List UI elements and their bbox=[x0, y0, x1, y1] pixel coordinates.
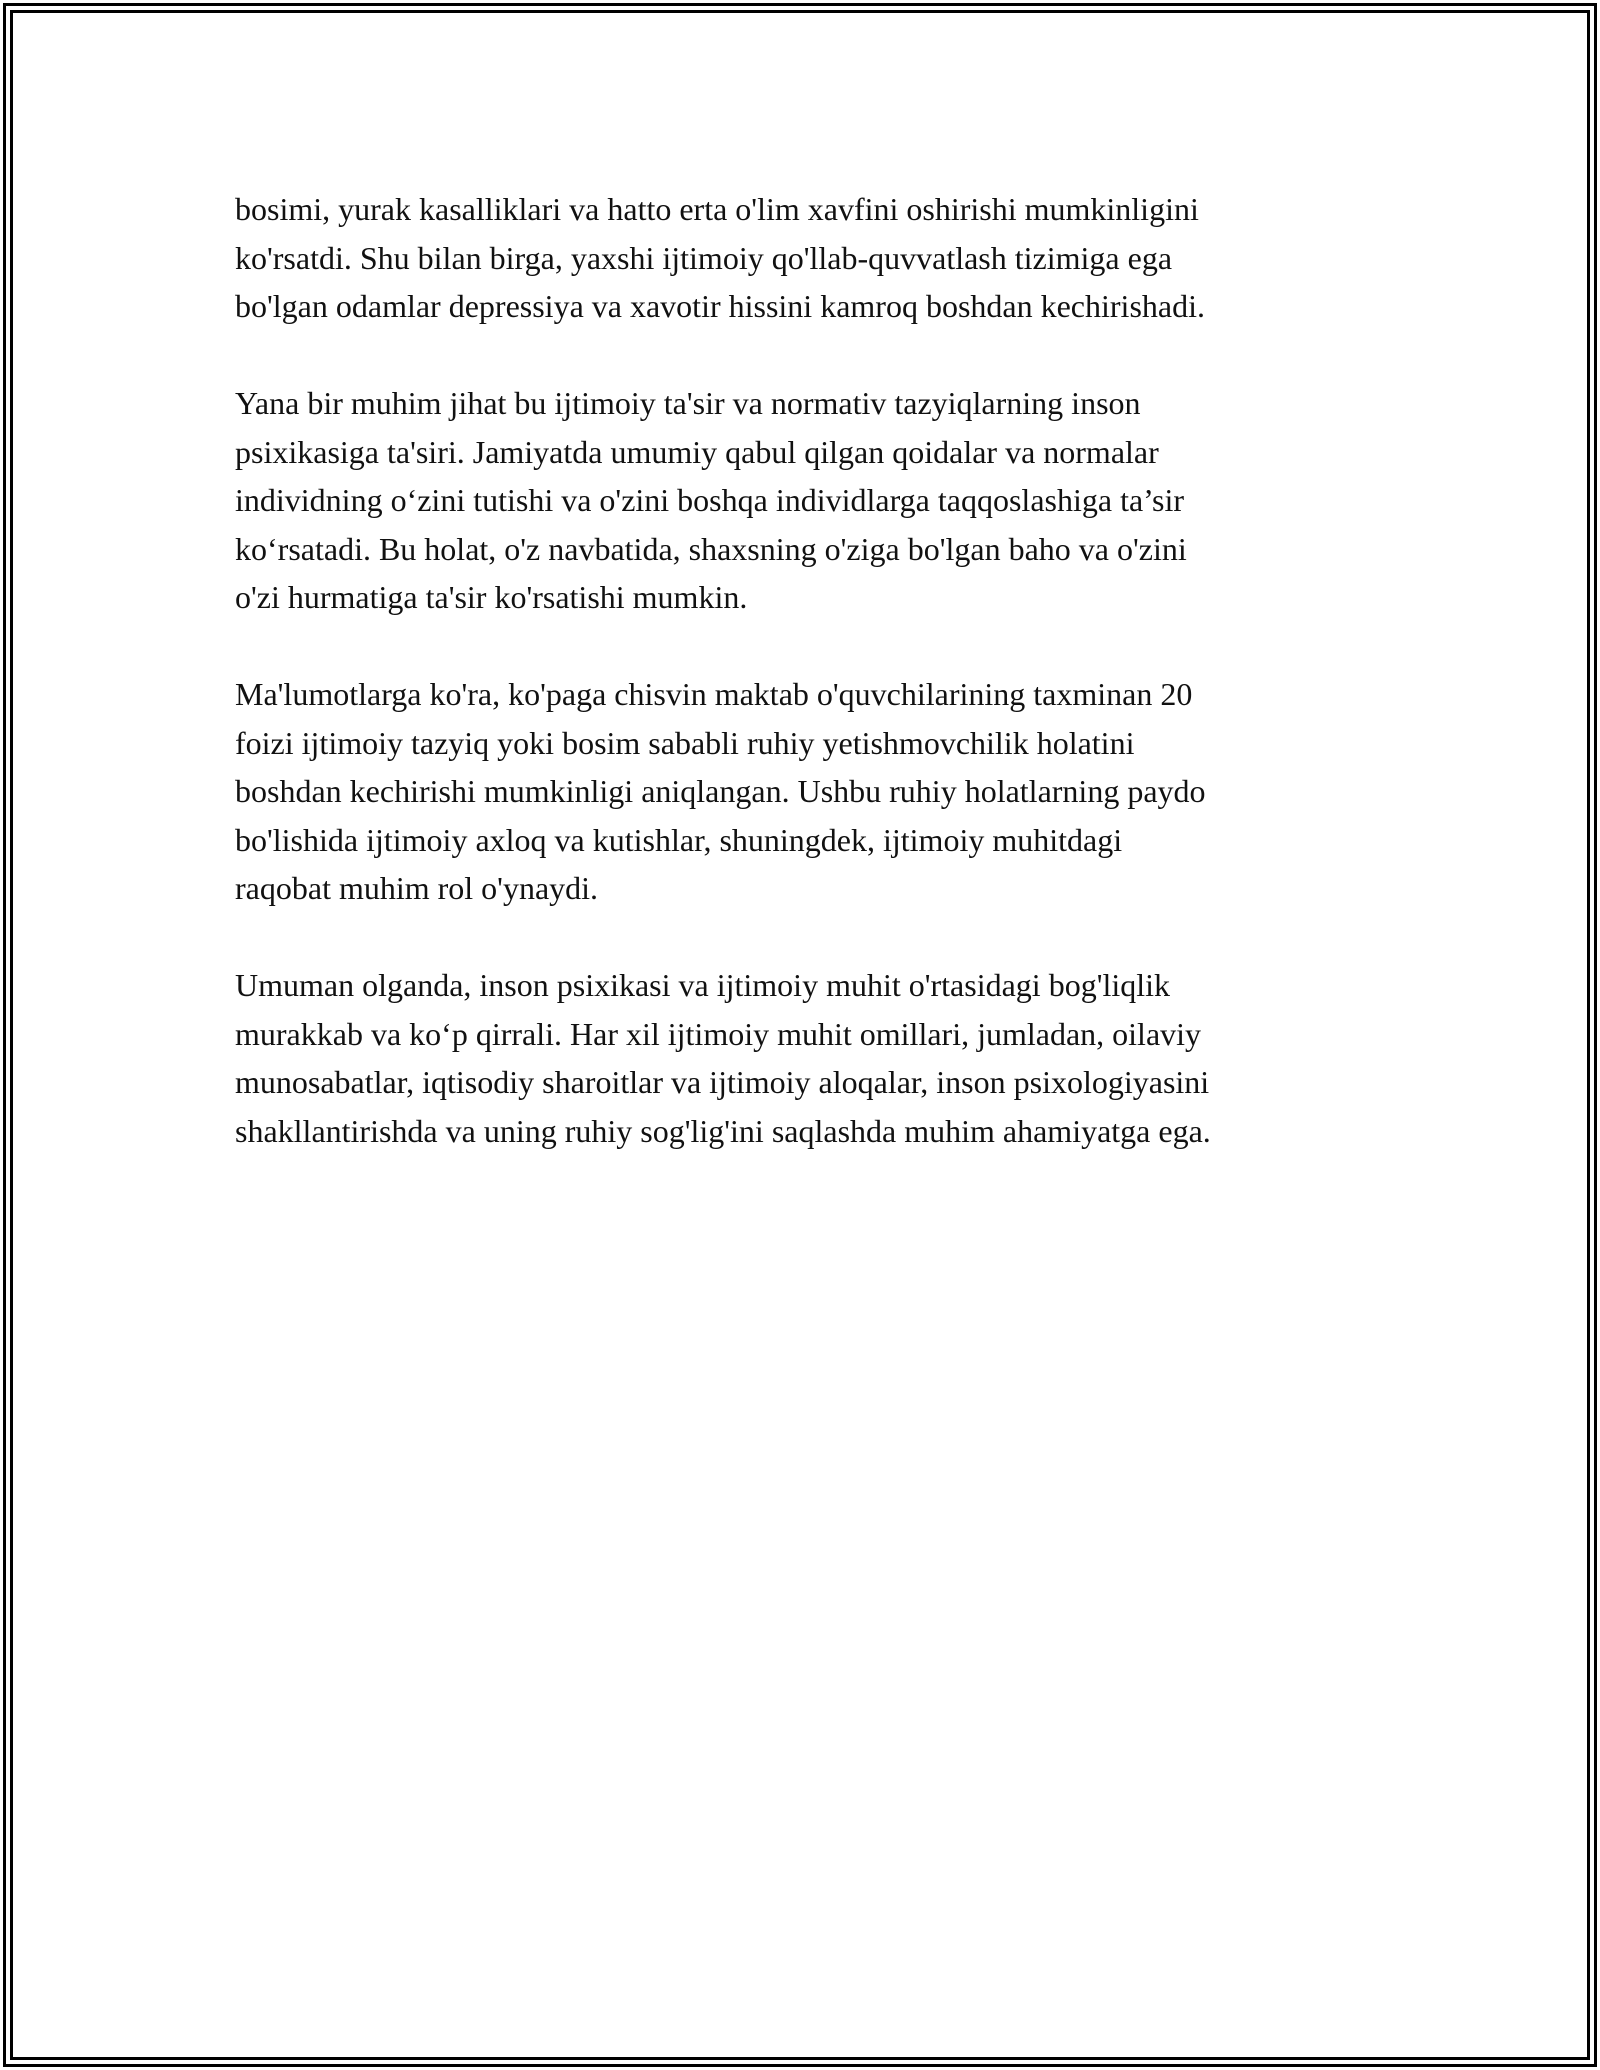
text-line: ko'rsatdi. Shu bilan birga, yaxshi ijtimoiy qo'llab-quvvatlash tizimiga ega bbox=[235, 239, 1173, 276]
text-line: Umuman olganda, inson psixikasi va ijtimoiy muhit o'rtasidagi bog'liqlik bbox=[235, 967, 1171, 1003]
text-line: Yana bir muhim jihat bu ijtimoiy ta'sir va normativ tazyiqlarning inson bbox=[235, 385, 1141, 421]
paragraph-4 bbox=[235, 961, 1365, 1155]
text-line: munosabatlar, iqtisodiy sharoitlar va ijtimoiy aloqalar, inson psixologiyasini bbox=[235, 1064, 1210, 1100]
text-line: foizi ijtimoiy tazyiq yoki bosim sababli ruhiy yetishmovchilik holatini bbox=[235, 724, 1135, 761]
text-line: raqobat muhim rol o'ynaydi. bbox=[235, 870, 599, 906]
text-line: o'zi hurmatiga ta'sir ko'rsatishi mumkin. bbox=[235, 579, 748, 615]
text-line: ko‘rsatadi. Bu holat, o'z navbatida, shaxsning o'ziga bo'lgan baho va o'zini bbox=[235, 530, 1187, 567]
text-line: Ma'lumotlarga ko'ra, ko'paga chisvin maktab o'quvchilarining taxminan 20 bbox=[235, 676, 1193, 712]
text-line: murakkab va ko‘p qirrali. Har xil ijtimoiy muhit omillari, jumladan, oilaviy bbox=[235, 1015, 1202, 1052]
text-line: individning o‘zini tutishi va o'zini boshqa individlarga taqqoslashiga ta’sir bbox=[235, 482, 1185, 518]
text-line: psixikasiga ta'siri. Jamiyatda umumiy qabul qilgan qoidalar va normalar bbox=[235, 433, 1159, 470]
text-line: bo'lishida ijtimoiy axloq va kutishlar, shuningdek, ijtimoiy muhitdagi bbox=[235, 821, 1123, 858]
text-line: bo'lgan odamlar depressiya va xavotir hissini kamroq boshdan kechirishadi. bbox=[235, 288, 1205, 324]
paragraph-2 bbox=[235, 379, 1365, 622]
paragraph-1 bbox=[235, 185, 1365, 331]
text-line: boshdan kechirishi mumkinligi aniqlangan. Ushbu ruhiy holatlarning paydo bbox=[235, 773, 1206, 809]
text-line: bosimi, yurak kasalliklari va hatto erta o'lim xavfini oshirishi mumkinligini bbox=[235, 191, 1199, 227]
page-content bbox=[235, 185, 1365, 1204]
text-line: shakllantirishda va uning ruhiy sog'lig'ini saqlashda muhim ahamiyatga ega. bbox=[235, 1112, 1211, 1149]
paragraph-3 bbox=[235, 670, 1365, 913]
